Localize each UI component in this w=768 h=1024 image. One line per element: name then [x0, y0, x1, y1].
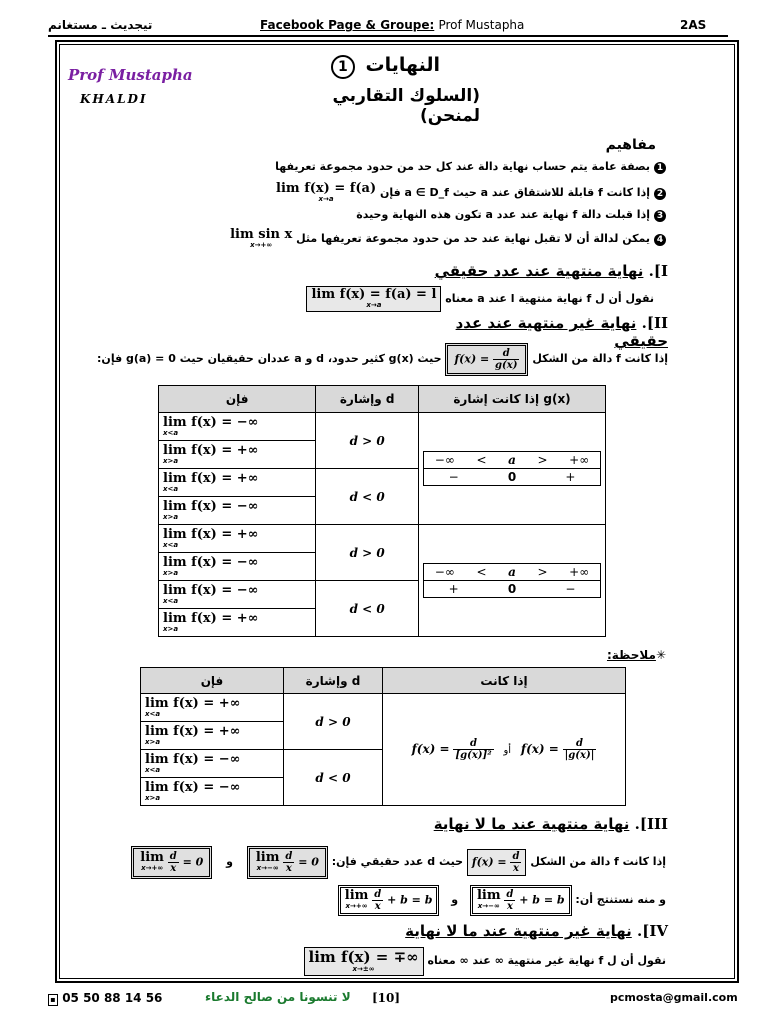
t2-limit-sub-2: x>a: [145, 737, 161, 746]
section-3-lim4-sub: x→+∞: [345, 902, 368, 910]
sign-b-gt: >: [537, 565, 548, 579]
concept-math-4: lim sin x: [230, 227, 293, 242]
section-3-lim4: lim: [344, 888, 369, 903]
t1-sign-table-a: [423, 451, 601, 486]
section-1-statement: نقول أن ل f نهاية منتهية l عند a معناه: [445, 292, 654, 305]
section-3-and: و: [226, 855, 234, 868]
t1-limit-sub-2: x>a: [163, 456, 179, 465]
section-3-eq-den: x: [512, 862, 519, 874]
section-3-lim1-num: d: [285, 850, 293, 862]
footer-email: pcmosta@gmail.com: [610, 991, 738, 1004]
t2-limit-sub-3: x<a: [145, 765, 161, 774]
t1-limit-sub-1: x<a: [163, 428, 179, 437]
section-3-lim1-eq: = 0: [298, 855, 319, 868]
header-brand: تيجديث ـ مستغانم: [48, 18, 153, 32]
t2-limit-row: [141, 778, 284, 806]
section-3-lim3-eq: + b = b: [519, 893, 565, 906]
t2-conditions: [387, 738, 621, 761]
section-3-lim2-eq: = 0: [182, 855, 204, 868]
t1-sign-table-b: [423, 563, 601, 598]
t2-limit-row: [141, 694, 284, 722]
section-2-title: نهاية غير منتهية عند عدد حقيقي: [455, 314, 668, 350]
section-3-title: نهاية منتهية عند ما لا نهاية: [433, 815, 630, 833]
section-3-lim3: lim: [476, 888, 501, 903]
t2-d-sign-1: d > 0: [284, 694, 383, 750]
phone-icon: ▪: [48, 994, 58, 1006]
concept-item-3: [300, 208, 666, 222]
section-3-eq: f(x) =: [471, 855, 507, 868]
section-3-lim2: lim: [140, 850, 164, 865]
t1-limit-6: lim f(x) = −∞: [163, 554, 259, 570]
page-title: [280, 54, 440, 79]
t2-header-result: فإن: [141, 668, 284, 694]
title-number-badge: 1: [331, 55, 355, 79]
section-3-lim1-sub: x→−∞: [256, 864, 279, 872]
bullet-1: 1: [654, 162, 666, 174]
section-3-lim4-num: d: [374, 888, 382, 900]
t1-d-sign-2: d < 0: [316, 469, 419, 525]
bullet-2: 2: [654, 188, 666, 200]
section-3-conclude: و منه نستنتج أن:: [575, 893, 666, 906]
t2-header-cond: إذا كانت: [383, 668, 626, 694]
section-1-math: lim f(x) = f(a) = l: [311, 287, 437, 302]
section-3-lim3-den: x: [506, 900, 513, 912]
t2-cond-b-eq: f(x) =: [411, 742, 450, 756]
section-3-lim1-den: x: [285, 862, 292, 874]
sign-a-plus-inf: +∞: [569, 453, 590, 467]
section-3-number: III].: [634, 815, 668, 833]
sign-a-right-sign: +: [565, 470, 576, 484]
section-2-frac-num: d: [493, 348, 519, 360]
t2-limit-sub-4: x>a: [145, 793, 161, 802]
sign-b-minus-inf: −∞: [434, 565, 455, 579]
t1-sign-table-a-cell: [419, 413, 606, 525]
sign-b-left-sign: +: [448, 582, 459, 596]
note-star-icon: ✳: [655, 648, 666, 662]
section-2-text: [72, 342, 668, 376]
header-center-label: Facebook Page & Groupe:: [260, 18, 435, 32]
sign-a-left-sign: −: [448, 470, 459, 484]
t1-limit-sub-5: x<a: [163, 540, 179, 549]
page-title-text: النهايات: [365, 54, 440, 76]
note-label: [560, 648, 666, 662]
t1-limit-sub-3: x<a: [163, 484, 179, 493]
section-1-number: I].: [648, 262, 668, 280]
t1-limit-row: [159, 413, 316, 441]
t2-cond-a-eq: f(x) =: [520, 742, 559, 756]
limits-table-1: [158, 385, 606, 637]
t1-d-sign-1: d > 0: [316, 413, 419, 469]
t1-limit-4: lim f(x) = −∞: [163, 498, 259, 514]
section-4-heading: [380, 922, 668, 940]
t2-limit-row: [141, 722, 284, 750]
signature-name: Prof Mustapha: [68, 66, 193, 84]
section-4-math: lim f(x) = ∓∞: [308, 947, 419, 966]
t1-header-d: وإشارة d: [316, 386, 419, 413]
concept-text-4: يمكن لدالة أن لا تقبل نهاية عند حد من حدود مجموعة تعريفها مثل: [296, 232, 650, 245]
bullet-3: 3: [654, 210, 666, 222]
section-2-text-b: حيث g(x) كثير حدود، d و a عددان حقيقيان حيث g(a) = 0 فإن:: [97, 352, 442, 365]
concept-item-1: [260, 160, 666, 174]
section-3-lim2-num: d: [169, 850, 177, 862]
section-3-text-b: حيث d عدد حقيقي فإن:: [331, 855, 464, 868]
concept-math-2: lim f(x) = f(a): [276, 181, 377, 196]
header-center-name: Prof Mustapha: [438, 18, 525, 32]
sign-b-lt: <: [476, 565, 487, 579]
concepts-heading: مفاهيم: [605, 137, 656, 153]
t1-limit-sub-7: x<a: [163, 596, 179, 605]
section-3-lim4-eq: + b = b: [387, 893, 433, 906]
footer-phone: [48, 991, 162, 1006]
t1-d-sign-4: d < 0: [316, 581, 419, 637]
sign-a-zero: 0: [507, 470, 517, 484]
t1-header-result: فإن: [159, 386, 316, 413]
sign-b-right-sign: −: [565, 582, 576, 596]
sign-b-top: [424, 564, 600, 581]
t2-limit-sub-1: x<a: [145, 709, 161, 718]
section-1-text: [280, 286, 654, 312]
t1-limit-8: lim f(x) = +∞: [163, 610, 259, 626]
header-divider: [48, 35, 728, 37]
section-3-heading: [400, 815, 668, 833]
t1-limit-row: [159, 553, 316, 581]
t1-limit-3: lim f(x) = +∞: [163, 470, 259, 486]
t2-condition-cell: [383, 694, 626, 806]
t1-limit-row: [159, 525, 316, 553]
t2-cond-b-num: d: [453, 738, 493, 750]
sign-a-minus-inf: −∞: [434, 453, 455, 467]
t2-or: أو: [503, 745, 512, 756]
sign-b-bottom: [424, 581, 600, 597]
section-4-title: نهاية غير منتهية عند ما لا نهاية: [405, 922, 632, 940]
t1-limit-row: [159, 469, 316, 497]
t2-limit-4: lim f(x) = −∞: [145, 779, 241, 795]
sign-a-a: a: [508, 453, 516, 467]
t1-limit-row: [159, 581, 316, 609]
header-class: 2AS: [680, 18, 707, 32]
t1-limit-row: [159, 441, 316, 469]
concept-item-2: [256, 182, 666, 204]
section-3-text: [100, 844, 666, 880]
sign-a-gt: >: [537, 453, 548, 467]
section-4-text: [262, 946, 666, 976]
t2-cond-a-num: d: [563, 738, 597, 750]
sign-b-zero: 0: [507, 582, 517, 596]
section-4-number: IV].: [637, 922, 668, 940]
t2-header-d: وإشارة d: [284, 668, 383, 694]
t1-limit-row: [159, 609, 316, 637]
t2-limit-2: lim f(x) = +∞: [145, 723, 241, 739]
footer-slogan: لا تنسونا من صالح الدعاء: [205, 990, 351, 1004]
section-2-frac-eq: f(x) =: [454, 352, 490, 365]
header-center: [260, 18, 524, 32]
t2-limit-1: lim f(x) = +∞: [145, 695, 241, 711]
section-4-statement: نقول أن ل f نهاية غير منتهية ∞ عند ∞ معناه: [427, 954, 666, 967]
sign-b-a: a: [508, 565, 516, 579]
t2-d-sign-2: d < 0: [284, 750, 383, 806]
section-1-heading: [400, 262, 668, 280]
section-2-frac-den: g(x): [495, 359, 518, 371]
section-1-title: نهاية منتهية عند عدد حقيقي: [434, 262, 644, 280]
section-1-math-sub: x→a: [366, 301, 382, 309]
t1-limit-sub-6: x>a: [163, 568, 179, 577]
section-2-text-a: إذا كانت f دالة من الشكل: [532, 352, 668, 365]
bullet-4: 4: [654, 234, 666, 246]
t1-d-sign-3: d > 0: [316, 525, 419, 581]
t1-limit-1: lim f(x) = −∞: [163, 414, 259, 430]
t1-limit-sub-8: x>a: [163, 624, 179, 633]
t2-limit-3: lim f(x) = −∞: [145, 751, 241, 767]
section-3-lim2-den: x: [170, 862, 177, 874]
section-3-lim4-den: x: [374, 900, 381, 912]
t2-cond-a-den: |g(x)|: [564, 750, 595, 761]
t1-limit-7: lim f(x) = −∞: [163, 582, 259, 598]
section-3-text-a: إذا كانت f دالة من الشكل: [530, 855, 666, 868]
footer-page-number: [10]: [372, 991, 401, 1005]
t2-cond-b-den: [g(x)]²: [455, 750, 492, 761]
t1-limit-sub-4: x>a: [163, 512, 179, 521]
concept-text-1: بصفة عامة يتم حساب نهاية دالة عند كل حد من حدود مجموعة تعريفها: [275, 160, 650, 173]
section-3-conclusion: [300, 884, 666, 916]
t1-limit-2: lim f(x) = +∞: [163, 442, 259, 458]
sign-a-lt: <: [476, 453, 487, 467]
t1-sign-table-b-cell: [419, 525, 606, 637]
section-3-lim3-num: d: [506, 888, 514, 900]
t1-header-g: إذا كانت إشارة g(x): [419, 386, 606, 413]
limits-table-2: [140, 667, 626, 806]
concept-math-sub-4: x→+∞: [250, 241, 273, 249]
section-3-lim3-sub: x→−∞: [477, 902, 500, 910]
sign-a-top: [424, 452, 600, 469]
concept-text-2: إذا كانت f قابلة للاشتقاق عند a حيث a ∈ D_f فإن: [379, 186, 650, 199]
note-text: ملاحظة:: [606, 648, 656, 662]
footer-phone-number: 05 50 88 14 56: [62, 991, 163, 1005]
section-3-and-2: و: [451, 893, 459, 906]
concept-text-3: إذا قبلت دالة f نهاية عند عدد a تكون هذه النهاية وحيدة: [356, 208, 650, 221]
section-2-number: II].: [641, 314, 668, 332]
concept-item-4: [222, 228, 666, 250]
t2-limit-row: [141, 750, 284, 778]
section-3-eq-num: d: [512, 850, 520, 862]
concept-math-sub-2: x→a: [318, 195, 334, 203]
sign-b-plus-inf: +∞: [569, 565, 590, 579]
page-subtitle: (السلوك التقاربي لمنحن): [332, 86, 480, 126]
t1-limit-row: [159, 497, 316, 525]
sign-a-bottom: [424, 469, 600, 485]
section-3-lim1: lim: [255, 850, 280, 865]
section-4-math-sub: x→±∞: [352, 964, 375, 973]
signature-surname: KHALDI: [80, 92, 148, 106]
section-3-lim2-sub: x→+∞: [141, 864, 164, 872]
t1-limit-5: lim f(x) = +∞: [163, 526, 259, 542]
